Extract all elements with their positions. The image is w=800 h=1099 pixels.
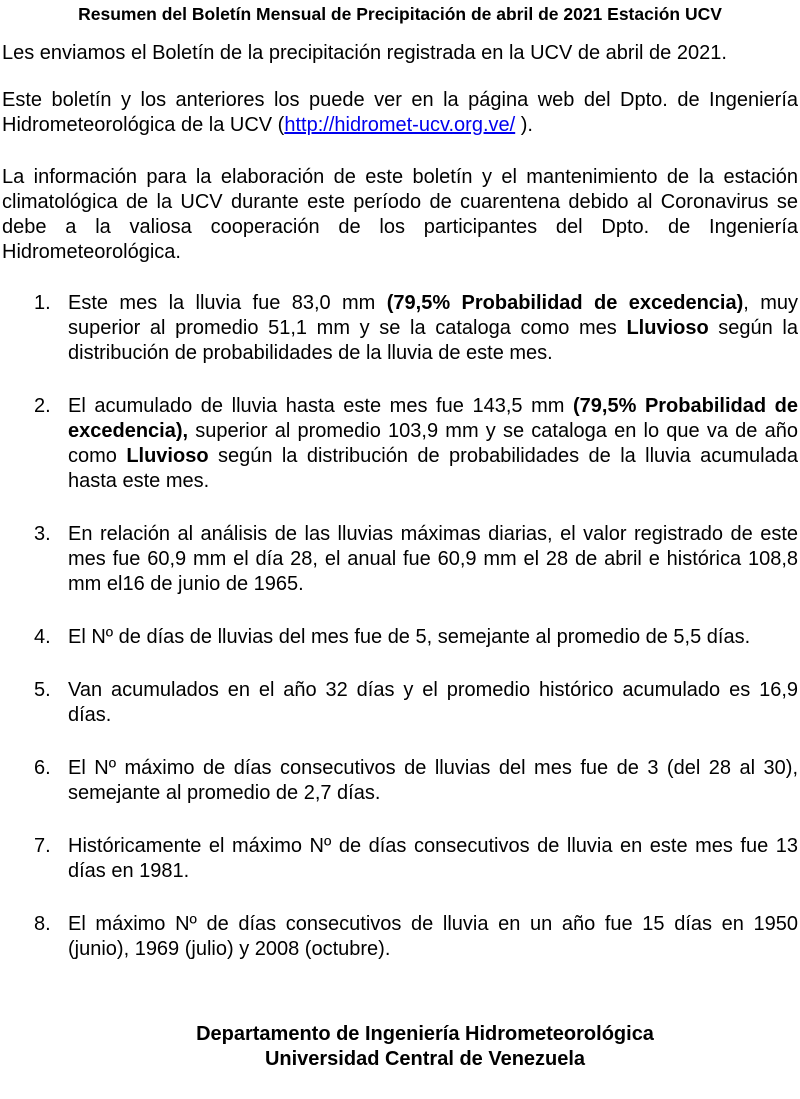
list-item	[0, 678, 798, 728]
item-text: El acumulado de lluvia hasta este mes fue 143,5 mm	[68, 395, 573, 417]
item-text: En relación al análisis de las lluvias máximas diarias, el valor registrado de este mes fue 60,9 mm el día 28, el anual fue 60,9 mm el 28 de abril e histórica 108,8 mm el16 de junio de 1965.	[68, 523, 798, 595]
list-number: 3.	[34, 523, 51, 545]
list-number: 2.	[34, 395, 51, 417]
list-number: 8.	[34, 913, 51, 935]
findings-list	[0, 291, 798, 990]
list-number: 1.	[34, 292, 51, 314]
item-emphasis: (79,5% Probabilidad de excedencia),	[68, 395, 798, 442]
item-emphasis: (79,5% Probabilidad de excedencia)	[386, 292, 744, 314]
website-link[interactable]: http://hidromet-ucv.org.ve/	[284, 114, 516, 136]
list-item	[0, 394, 798, 494]
item-text: según la distribución de probabilidades de la lluvia acumulada hasta este mes.	[68, 445, 798, 492]
item-text: Este mes la lluvia fue 83,0 mm	[68, 292, 387, 314]
web-text-after: ).	[515, 114, 533, 136]
item-emphasis: Lluvioso	[626, 317, 709, 339]
item-text: Van acumulados en el año 32 días y el promedio histórico acumulado es 16,9 días.	[68, 679, 798, 726]
list-item	[0, 522, 798, 597]
item-text: El Nº máximo de días consecutivos de lluvias del mes fue de 3 (del 28 al 30), semejante al promedio de 2,7 días.	[68, 757, 798, 804]
list-number: 7.	[34, 835, 51, 857]
web-paragraph	[2, 88, 798, 138]
item-text: Históricamente el máximo Nº de días consecutivos de lluvia en este mes fue 13 días en 1981.	[68, 835, 798, 882]
item-emphasis: Lluvioso	[126, 445, 209, 467]
list-number: 4.	[34, 626, 51, 648]
item-text: , muy superior al promedio 51,1 mm y se la cataloga como mes	[68, 292, 799, 339]
list-item	[0, 834, 798, 884]
intro-paragraph: Les enviamos el Boletín de la precipitación registrada en la UCV de abril de 2021.	[2, 42, 727, 64]
item-text: El máximo Nº de días consecutivos de lluvia en un año fue 15 días en 1950 (junio), 1969 (julio) y 2008 (octubre).	[68, 913, 798, 960]
list-number: 5.	[34, 679, 51, 701]
department-name: Departamento de Ingeniería Hidrometeorológica	[196, 1023, 654, 1045]
signature-block	[0, 1022, 800, 1072]
list-item	[0, 625, 798, 650]
list-number: 6.	[34, 757, 51, 779]
item-text: El Nº de días de lluvias del mes fue de 5, semejante al promedio de 5,5 días.	[68, 626, 751, 648]
list-item	[0, 291, 798, 366]
item-text: según la distribución de probabilidades de la lluvia de este mes.	[68, 317, 798, 364]
page-title: Resumen del Boletín Mensual de Precipitación de abril de 2021 Estación UCV	[78, 4, 722, 24]
web-text-before: Este boletín y los anteriores los puede ver en la página web del Dpto. de Ingeniería Hidrometeorológica de la UCV (	[2, 89, 798, 136]
university-name: Universidad Central de Venezuela	[264, 1048, 586, 1070]
list-item	[0, 912, 798, 962]
item-text: superior al promedio 103,9 mm y se cataloga en lo que va de año como	[68, 420, 798, 467]
cooperation-paragraph: La información para la elaboración de este boletín y el mantenimiento de la estación climatológica de la UCV durante este período de cuarentena debido al Coronavirus se debe a la valiosa cooperación de los participantes del Dpto. de Ingeniería Hidrometeorológica.	[2, 166, 798, 263]
list-item	[0, 756, 798, 806]
